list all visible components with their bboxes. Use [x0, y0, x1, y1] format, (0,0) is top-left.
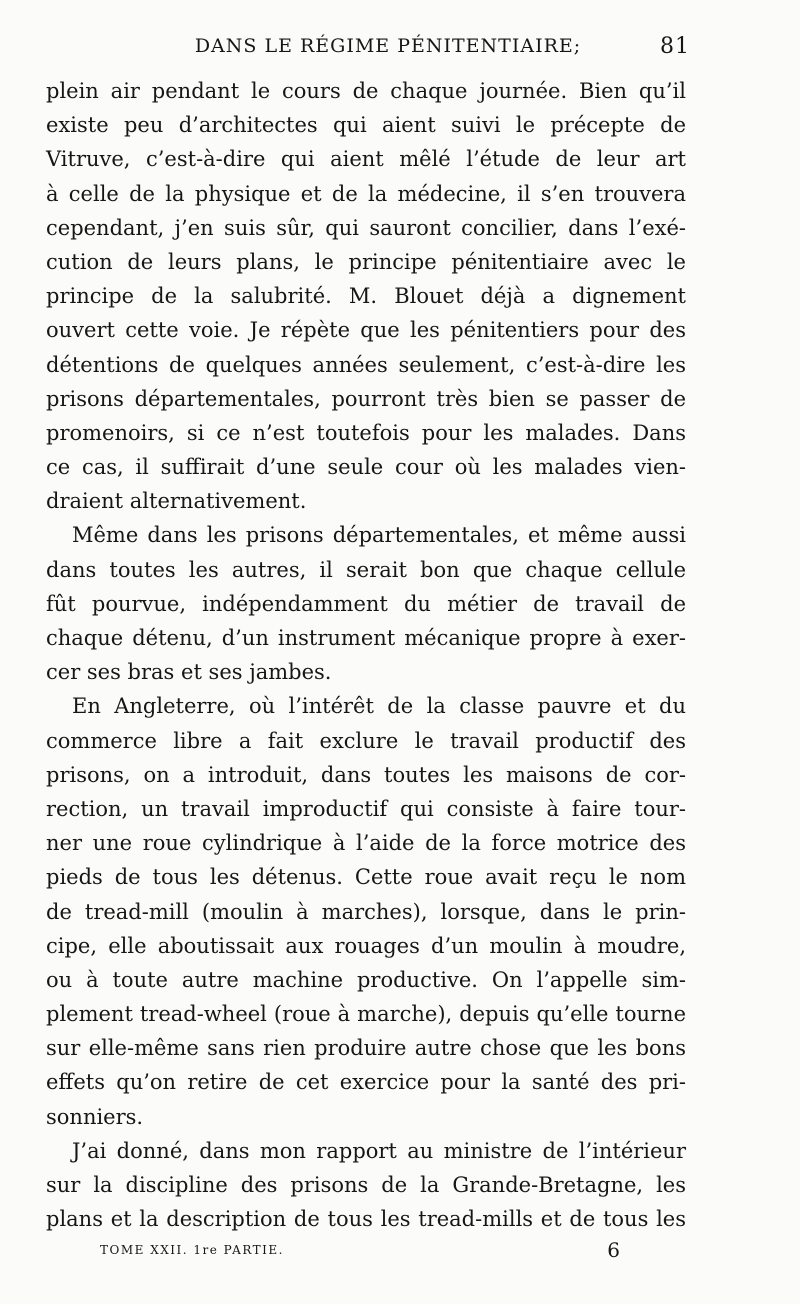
paragraph-end-line: cer ses bras et ses jambes. — [46, 660, 332, 685]
page-number: 81 — [660, 33, 690, 59]
text-line: principe de la salubrité. M. Blouet déjà a dignement — [46, 284, 686, 309]
text-line: de tread-mill (moulin à marches), lorsque, dans le prin- — [46, 899, 686, 924]
text-line: dans toutes les autres, il serait bon que chaque cellule — [46, 557, 686, 582]
text-line: rection, un travail improductif qui consiste à faire tour- — [46, 796, 686, 821]
paragraph-end-line: draient alternativement. — [46, 489, 307, 514]
page-header — [46, 30, 690, 62]
text-line: promenoirs, si ce n’est toutefois pour les malades. Dans — [46, 420, 686, 445]
text-line: cependant, j’en suis sûr, qui sauront concilier, dans l’exé- — [46, 215, 686, 240]
paragraph-end-line: sonniers. — [46, 1104, 144, 1129]
text-line: prisons, on a introduit, dans toutes les maisons de cor- — [46, 762, 686, 787]
text-line: à celle de la physique et de la médecine, il s’en trouvera — [46, 181, 686, 206]
text-line: ou à toute autre machine productive. On l’appelle sim- — [46, 967, 686, 992]
text-line: chaque détenu, d’un instrument mécanique propre à exer- — [46, 626, 686, 650]
text-line: plans et la description de tous les tread-mills et de tous les — [46, 1207, 686, 1232]
text-line: ouvert cette voie. Je répète que les pénitentiers pour des — [46, 318, 686, 343]
paragraph-start-line: Même dans les prisons départementales, et même aussi — [72, 523, 686, 548]
text-line: effets qu’on retire de cet exercice pour la santé des pri- — [46, 1070, 686, 1095]
text-line: cipe, elle aboutissait aux rouages d’un moulin à moudre, — [46, 933, 686, 958]
text-line: cution de leurs plans, le principe pénitentiaire avec le — [46, 249, 686, 274]
text-line: commerce libre a fait exclure le travail productif des — [46, 728, 686, 753]
text-line: plement tread-wheel (roue à marche), depuis qu’elle tourne — [46, 1002, 686, 1027]
body-text — [46, 74, 686, 1236]
text-line: détentions de quelques années seulement, c’est-à-dire les — [46, 352, 686, 377]
text-line: Vitruve, c’est-à-dire qui aient mêlé l’étude de leur art — [46, 147, 686, 172]
text-line: pieds de tous les détenus. Cette roue avait reçu le nom — [46, 865, 686, 890]
printer-signature: TOME XXII. 1re PARTIE. — [100, 1243, 284, 1257]
text-line: prisons départementales, pourront très bien se passer de — [46, 386, 686, 411]
running-head: DANS LE RÉGIME PÉNITENTIAIRE; — [194, 35, 582, 57]
text-line: plein air pendant le cours de chaque journée. Bien qu’il — [46, 79, 686, 103]
text-line: existe peu d’architectes qui aient suivi le précepte de — [46, 113, 686, 138]
text-line: ce cas, il suffirait d’une seule cour où les malades vien- — [46, 455, 686, 480]
paragraph-start-line: En Angleterre, où l’intérêt de la classe pauvre et du — [72, 694, 686, 719]
text-line: ner une roue cylindrique à l’aide de la force motrice des — [46, 831, 686, 856]
text-line: sur elle-même sans rien produire autre chose que les bons — [46, 1036, 686, 1061]
page-footer — [100, 1238, 620, 1262]
text-line: sur la discipline des prisons de la Grande-Bretagne, les — [46, 1173, 686, 1197]
paragraph-start-line: J’ai donné, dans mon rapport au ministre de l’intérieur — [72, 1138, 686, 1163]
text-line: fût pourvue, indépendamment du métier de travail de — [46, 591, 686, 616]
signature-mark: 6 — [607, 1238, 620, 1262]
